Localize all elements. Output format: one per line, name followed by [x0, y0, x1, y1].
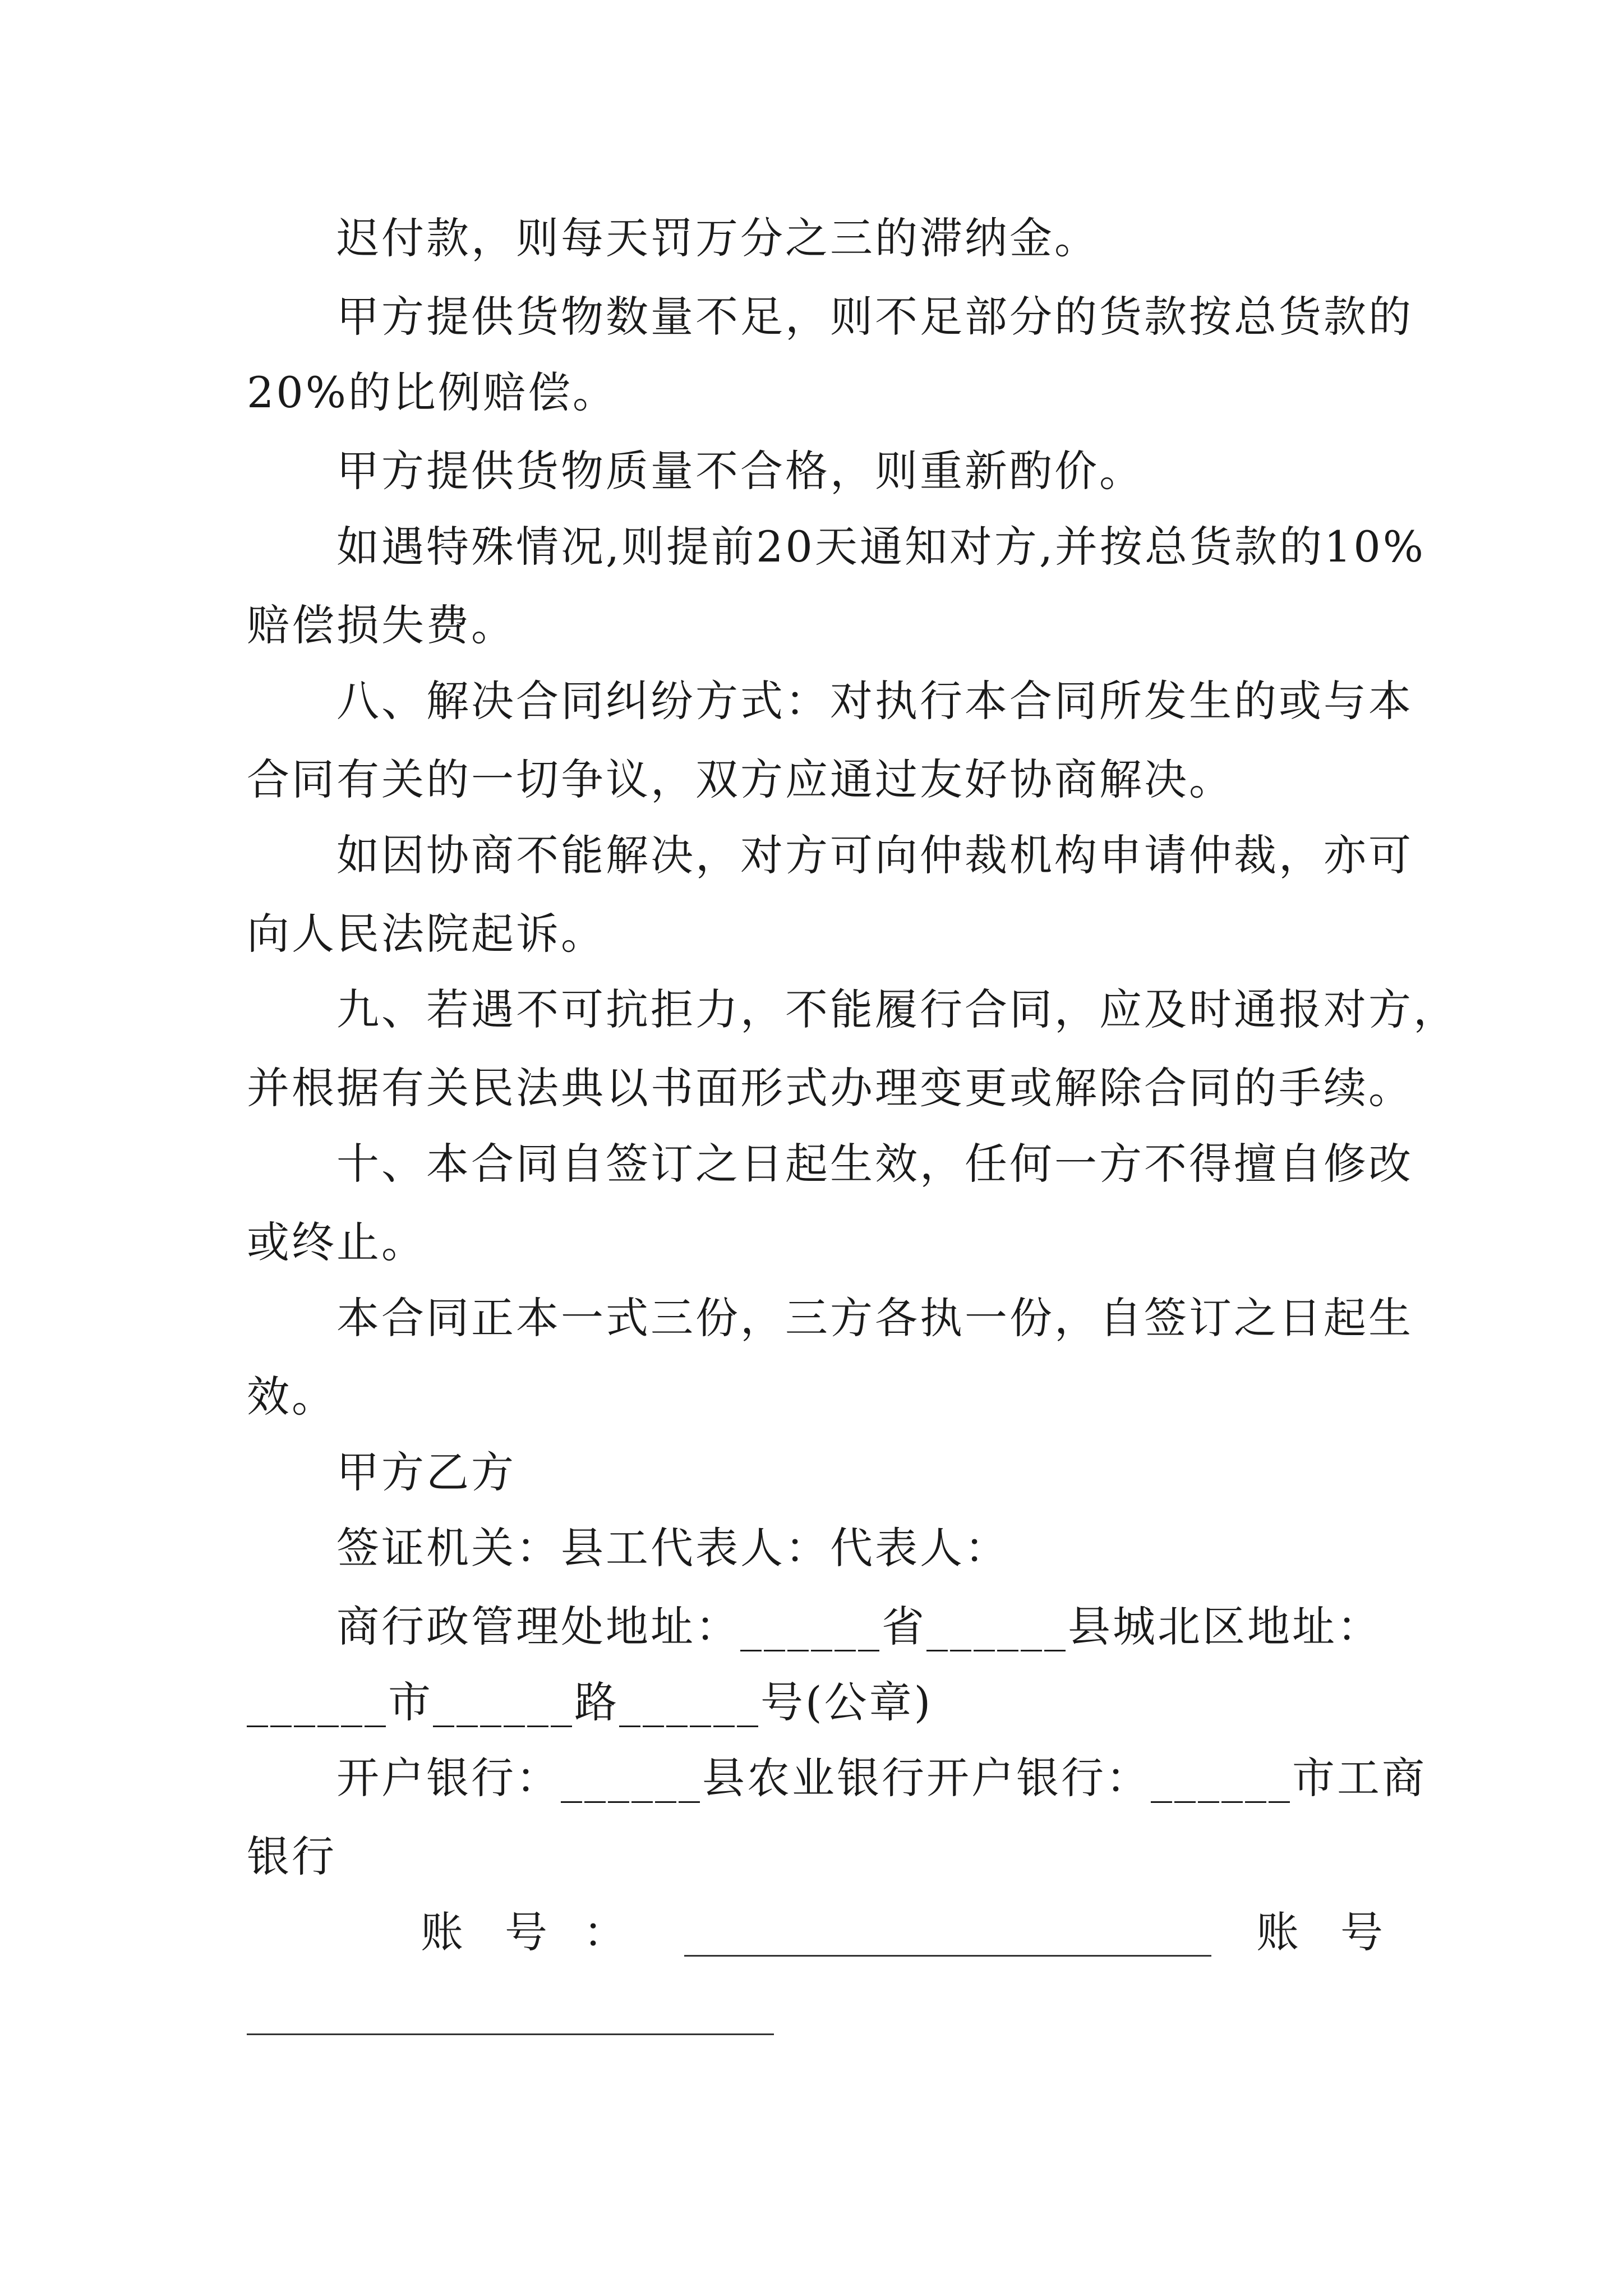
text-line: 赔偿损失费。 — [247, 600, 516, 650]
text-line: 甲方提供货物数量不足，则不足部分的货款按总货款的 — [336, 292, 1413, 342]
text-line: 并根据有关民法典以书面形式办理变更或解除合同的手续。 — [247, 1063, 1413, 1113]
text-line: 甲方提供货物质量不合格，则重新酌价。 — [336, 446, 1144, 496]
account-label-left-char2: 号 — [505, 1907, 547, 1957]
address-line: ______市______路______号(公章) — [247, 1677, 933, 1727]
account-label-left-char1: 账 — [421, 1907, 463, 1957]
text-line: 迟付款，则每天罚万分之三的滞纳金。 — [336, 213, 1099, 263]
signature-party-line: 甲方乙方 — [336, 1447, 516, 1497]
bank-line: 银行 — [247, 1832, 336, 1881]
text-line: 如因协商不能解决，对方可向仲裁机构申请仲裁，亦可 — [336, 830, 1413, 880]
account-label-right-char1: 账 — [1256, 1907, 1299, 1957]
text-line: 或终止。 — [247, 1217, 426, 1267]
account-colon: ： — [583, 1907, 626, 1957]
account-number-blank-right — [247, 2033, 774, 2035]
text-line: 九、若遇不可抗拒力，不能履行合同，应及时通报对方， — [336, 984, 1458, 1034]
text-line: 合同有关的一切争议，双方应通过友好协商解决。 — [247, 754, 1234, 804]
text-line: 八、解决合同纠纷方式：对执行本合同所发生的或与本 — [336, 676, 1413, 726]
bank-line: 开户银行：______县农业银行开户银行：______市工商 — [336, 1753, 1427, 1803]
address-line: 商行政管理处地址：______省______县城北区地址： — [336, 1602, 1382, 1651]
text-line: 本合同正本一式三份，三方各执一份，自签订之日起生 — [336, 1293, 1413, 1343]
account-number-blank-left — [684, 1955, 1211, 1957]
text-line: 效。 — [247, 1372, 336, 1421]
text-line: 如遇特殊情况,则提前20天通知对方,并按总货款的10% — [336, 522, 1426, 572]
text-line: 向人民法院起诉。 — [247, 909, 606, 959]
text-line: 20%的比例赔偿。 — [247, 367, 617, 417]
account-label-right-char2: 号 — [1340, 1907, 1383, 1957]
text-line: 签证机关：县工代表人：代表人： — [336, 1523, 1009, 1573]
text-line: 十、本合同自签订之日起生效，任何一方不得擅自修改 — [336, 1139, 1413, 1189]
